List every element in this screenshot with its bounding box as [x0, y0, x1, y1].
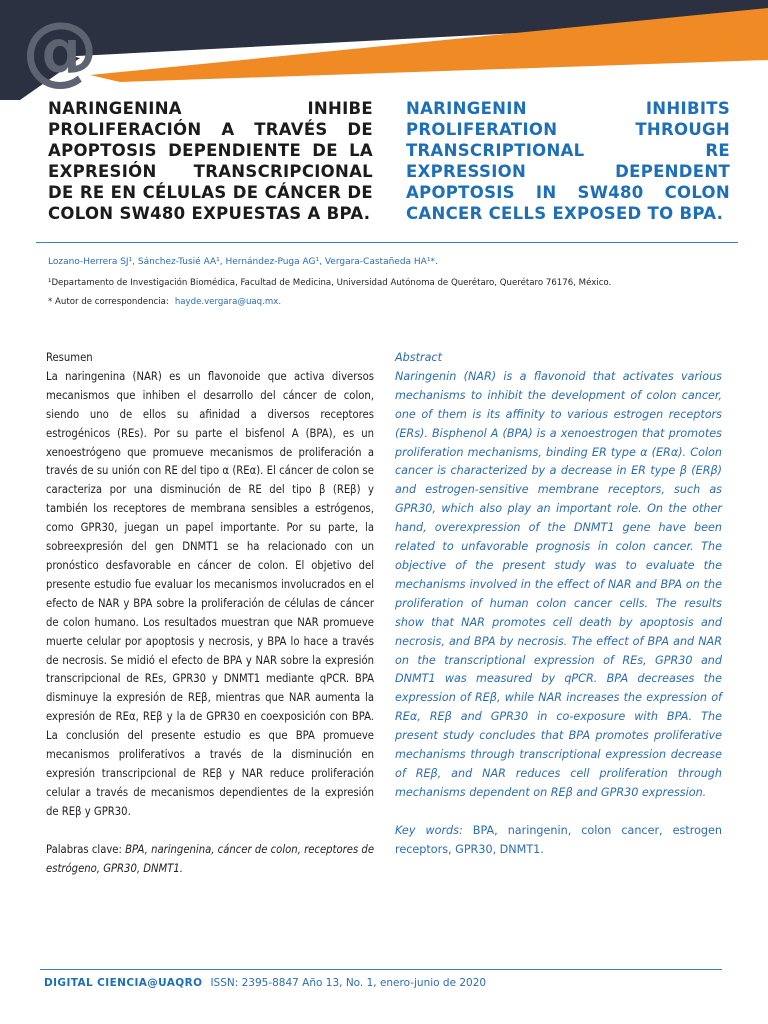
header-banner: [0, 0, 768, 100]
correspondence-email[interactable]: hayde.vergara@uaq.mx.: [174, 297, 282, 307]
issn-info: ISSN: 2395-8847 Año 13, No. 1, enero-junio de 2020: [210, 977, 487, 989]
journal-logo: DIGITAL CIENCIA@UAQRO: [44, 977, 203, 989]
keywords-label: Palabras clave:: [46, 842, 122, 856]
abstract-keywords: [395, 822, 722, 860]
affiliation: ¹Departamento de Investigación Biomédica, Facultad de Medicina, Universidad Autónoma de Querétaro, Querétaro 76176, México.: [48, 278, 612, 288]
footer-divider: [40, 969, 722, 970]
key-words-label: Key words:: [395, 823, 463, 837]
correspondence: [48, 297, 281, 307]
abstract-heading: Abstract: [395, 351, 442, 364]
resumen-body: La naringenina (NAR) es un flavonoide que activa diversos mecanismos que inhiben el desarrollo del cáncer de colon, siendo uno de ellos su afinidad a diversos receptores estrogénicos (REs). Por su parte el bisfenol A (BPA), es un xenoestrógeno que promueve mecanismos de proliferación a través de su unión con RE del tipo α (REα). El cáncer de colon se caracteriza por una disminución de RE del tipo β (REβ) y también los receptores de membrana sensibles a estrógenos, como GPR30, juegan un papel importante. Por su parte, la sobreexpresión del gen DNMT1 se ha relacionado con un pronóstico desfavorable en cáncer de colon. El objetivo del presente estudio fue evaluar los mecanismos involucrados en el efecto de NAR y BPA sobre la proliferación de células de cáncer de colon humano. Los resultados muestran que NAR promueve muerte celular por apoptosis y necrosis, y BPA lo hace a través de necrosis. Se midió el efecto de BPA y NAR sobre la expresión transcripcional de REs, GPR30 y DNMT1 mediante qPCR. BPA disminuye la expresión de REβ, mientras que NAR aumenta la expresión de REα, REβ y la de GPR30 en coexposición con BPA. La conclusión del presente estudio es que BPA promueve mecanismos proliferativos a través de la disminución en expresión transcripcional de REβ y NAR reduce proliferación celular a través de mecanismos dependientes de la expresión de REβ y GPR30.: [46, 369, 374, 818]
keywords-values: BPA, naringenina, cáncer de colon, receptores de estrógeno, GPR30, DNMT1.: [46, 842, 375, 875]
title-spanish: NARINGENINA INHIBE PROLIFERACIÓN A TRAVÉS DE APOPTOSIS DEPENDIENTE DE LA EXPRESIÓN TRANSCRIPCIONAL DE RE EN CÉLULAS DE CÁNCER DE COLON SW480 EXPUESTAS A BPA.: [48, 99, 373, 223]
footer: [44, 973, 486, 993]
header-divider: [36, 242, 738, 243]
resumen-keywords: [46, 841, 374, 879]
resumen-column: [46, 349, 374, 878]
abstract-column: [395, 349, 722, 860]
abstract-body: Naringenin (NAR) is a flavonoid that activates various mechanisms to inhibit the development of colon cancer, one of them is its affinity to various estrogen receptors (ERs). Bisphenol A (BPA) is a xenoestrogen that promotes proliferation mechanisms, binding ER type α (ERα). Colon cancer is characterized by a decrease in ER type β (ERβ) and estrogen-sensitive membrane receptors, such as GPR30, which also play an important role. On the other hand, overexpression of the DNMT1 gene have been related to unfavorable prognosis in colon cancer. The objective of the present study was to evaluate the mechanisms involved in the effect of NAR and BPA on the proliferation of human colon cancer cells. The results show that NAR promotes cell death by apoptosis and necrosis, and BPA by necrosis. The effect of BPA and NAR on the transcriptional expression of REs, GPR30 and DNMT1 was measured by qPCR. BPA decreases the expression of REβ, while NAR increases the expression of REα, REβ and GPR30 in co-exposure with BPA. The present study concludes that BPA promotes proliferative mechanisms through transcriptional expression decrease of REβ, and NAR reduces cell proliferation through mechanisms dependent on REβ and GPR30 expression.: [395, 369, 722, 799]
title-english: NARINGENIN INHIBITS PROLIFERATION THROUGH TRANSCRIPTIONAL RE EXPRESSION DEPENDENT APOPTOSIS IN SW480 COLON CANCER CELLS EXPOSED TO BPA.: [406, 99, 730, 223]
resumen-heading: Resumen: [46, 351, 93, 364]
authors: Lozano-Herrera SJ¹, Sánchez-Tusié AA¹, Hernández-Puga AG¹, Vergara-Castañeda HA¹*.: [48, 257, 438, 267]
correspondence-label: * Autor de correspondencia:: [48, 297, 169, 307]
key-words-values: BPA, naringenin, colon cancer, estrogen receptors, GPR30, DNMT1.: [395, 823, 722, 856]
at-sign-icon: @: [22, 5, 98, 94]
